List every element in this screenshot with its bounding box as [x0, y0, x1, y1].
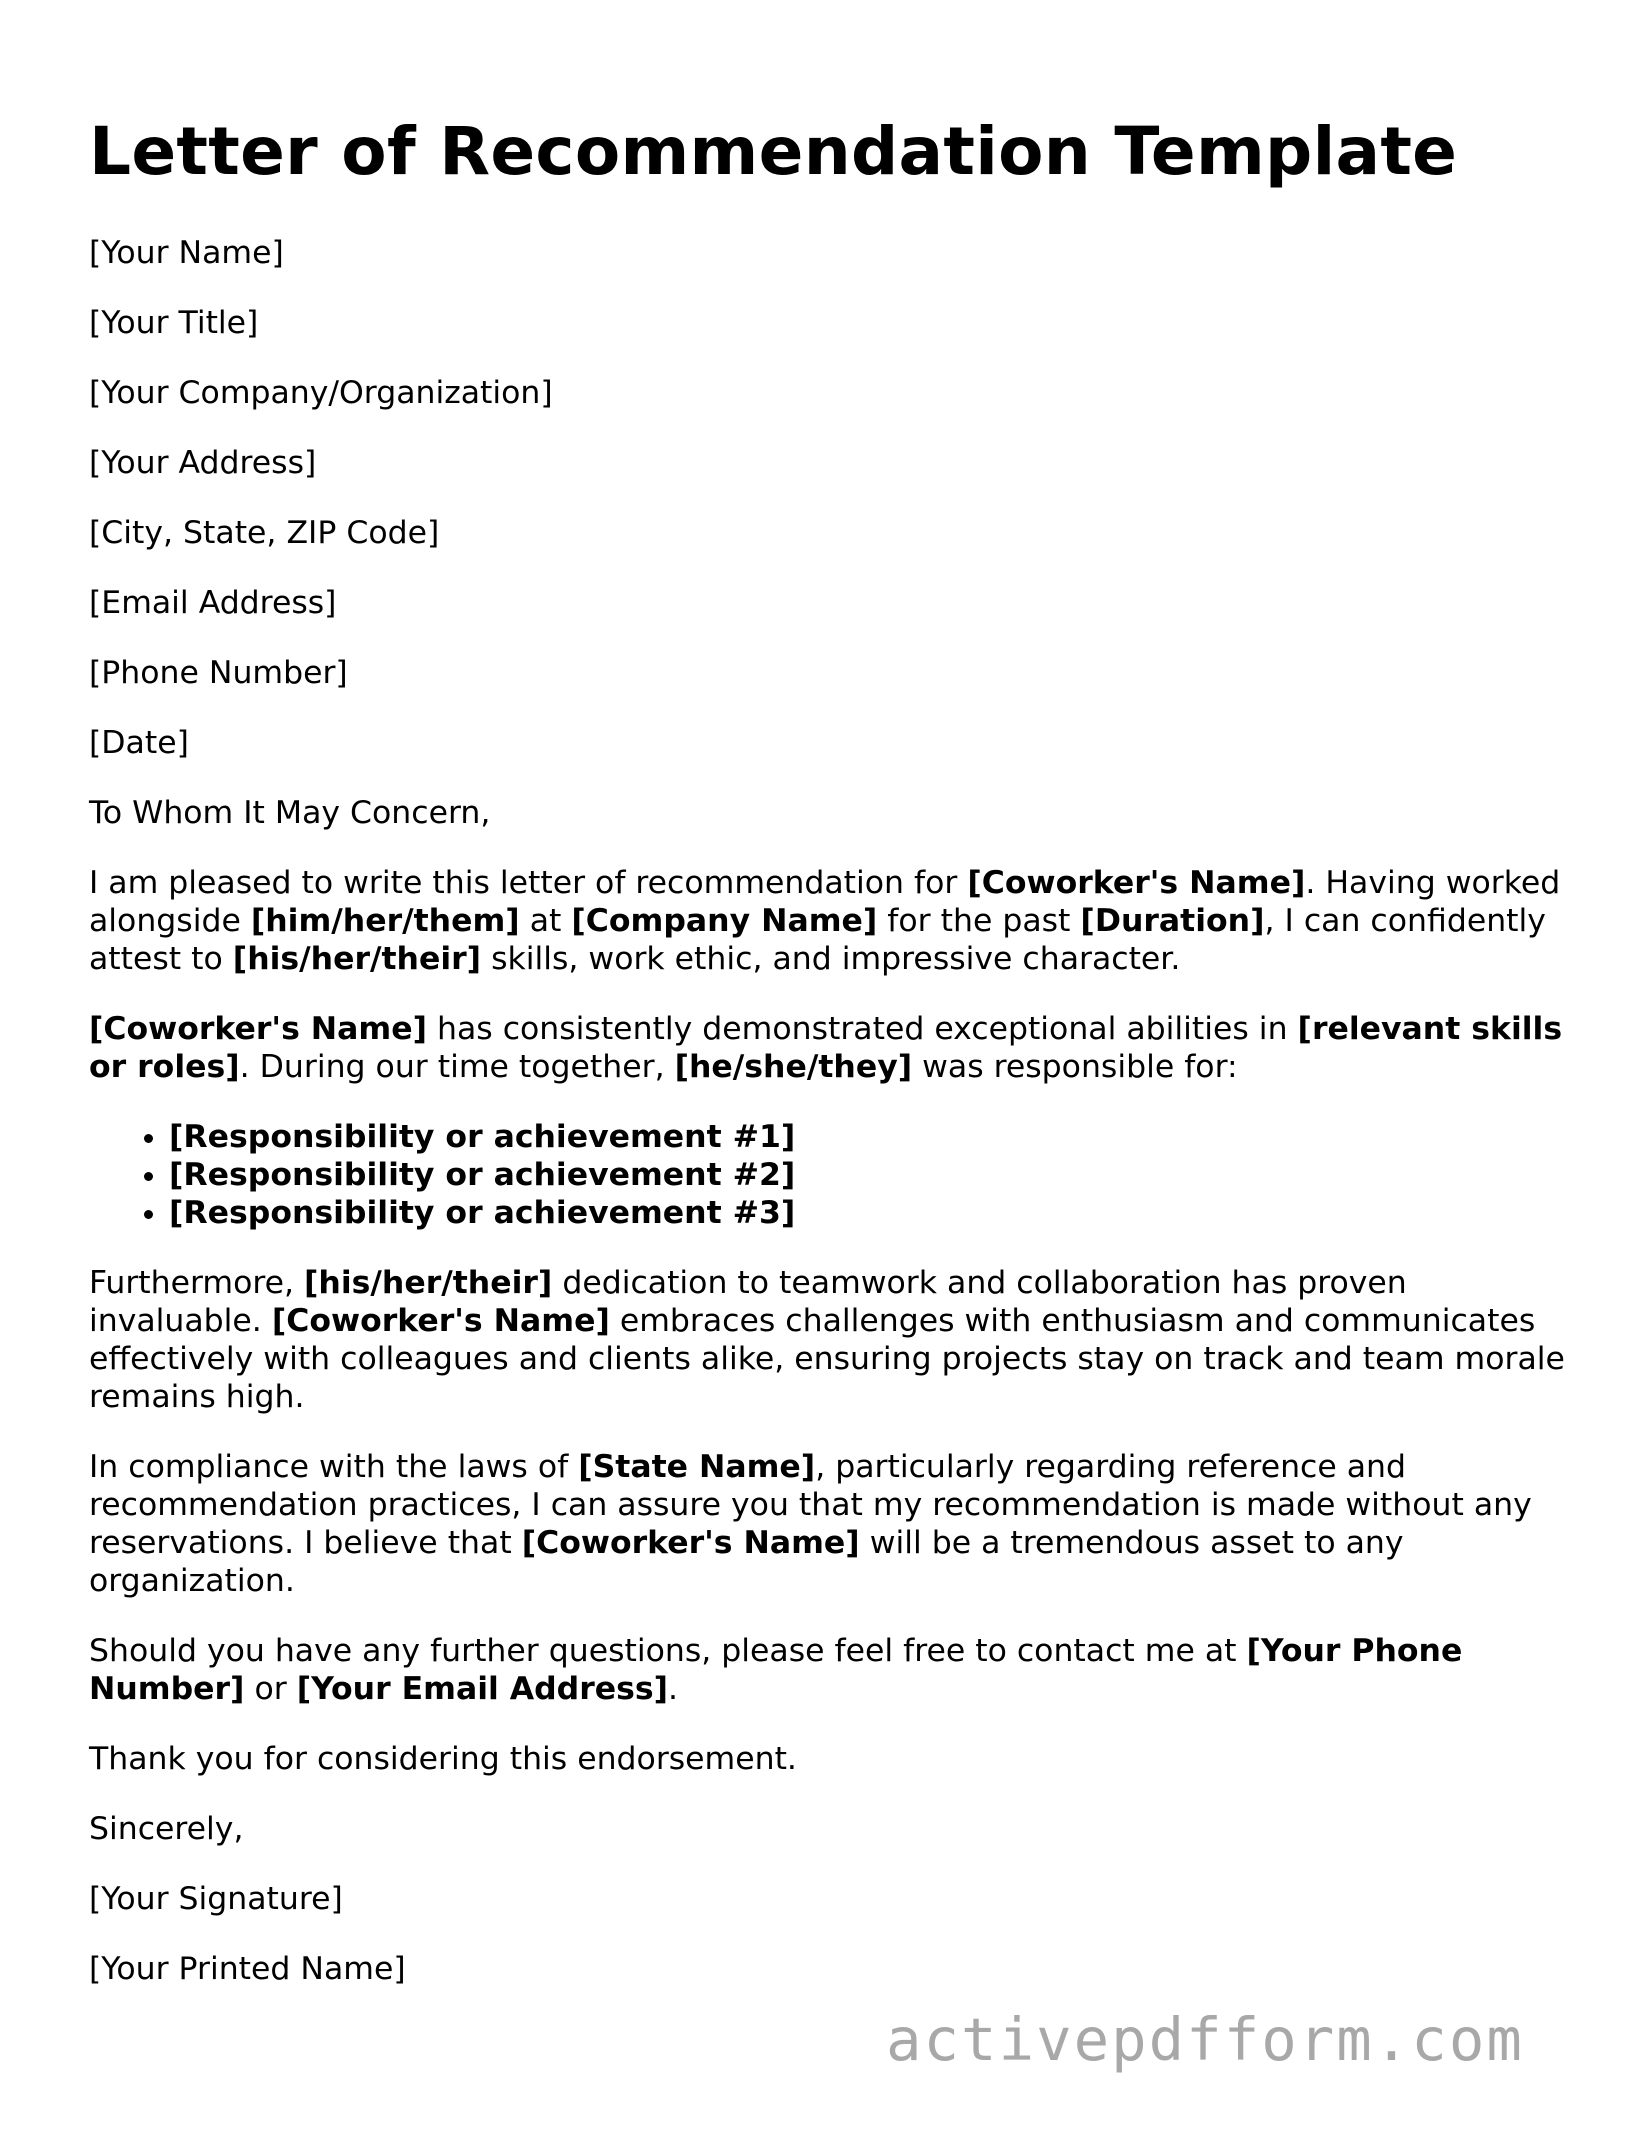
sender-email: [Email Address] [89, 585, 337, 621]
sender-city-state-zip: [City, State, ZIP Code] [89, 515, 440, 551]
text: or [244, 1671, 297, 1707]
text: In compliance with the laws of [89, 1449, 579, 1485]
paragraph-contact [89, 1632, 1569, 1708]
placeholder-company-name: [Company Name] [571, 903, 878, 939]
responsibility-list [89, 1118, 1569, 1232]
list-item: • [Responsibility or achievement #3] [169, 1194, 1569, 1232]
text: . [668, 1671, 679, 1707]
placeholder-phone-number: [Your Phone Number] [89, 1633, 1463, 1707]
letter-body [89, 234, 1569, 2020]
text: was responsible for: [912, 1049, 1238, 1085]
paragraph-teamwork [89, 1264, 1569, 1416]
sender-name: [Your Name] [89, 235, 284, 271]
thanks-line: Thank you for considering this endorsement. [89, 1741, 797, 1777]
signature-line: [Your Signature] [89, 1881, 343, 1917]
sender-company: [Your Company/Organization] [89, 375, 553, 411]
placeholder-coworker-name: [Coworker's Name] [89, 1011, 427, 1047]
text: skills, work ethic, and impressive character. [481, 941, 1181, 977]
page-title: Letter of Recommendation Template [89, 113, 1458, 190]
letter-date: [Date] [89, 725, 189, 761]
placeholder-coworker-name: [Coworker's Name] [271, 1303, 610, 1339]
text: at [519, 903, 572, 939]
text: . During our time together, [239, 1049, 675, 1085]
placeholder-pronoun: [him/her/them] [250, 903, 520, 939]
text: , particularly regarding reference and recommendation practices, I can assure you that my recommendation is made without any reservations. I believe that [89, 1449, 1532, 1561]
paragraph-compliance [89, 1448, 1569, 1600]
placeholder-coworker-name: [Coworker's Name] [967, 865, 1306, 901]
placeholder-duration: [Duration] [1080, 903, 1265, 939]
placeholder-email-address: [Your Email Address] [296, 1671, 669, 1707]
text: I am pleased to write this letter of recommendation for [89, 865, 968, 901]
paragraph-intro [89, 864, 1569, 978]
placeholder-coworker-name: [Coworker's Name] [521, 1525, 860, 1561]
placeholder-possessive: [his/her/their] [232, 941, 482, 977]
placeholder-state-name: [State Name] [578, 1449, 816, 1485]
text: , I can confidently attest to [89, 903, 1546, 977]
sender-address: [Your Address] [89, 445, 317, 481]
salutation: To Whom It May Concern, [89, 795, 491, 831]
placeholder-possessive: [his/her/their] [304, 1265, 553, 1301]
text: . Having worked alongside [89, 865, 1561, 939]
text: Should you have any further questions, please feel free to contact me at [89, 1633, 1247, 1669]
printed-name-line: [Your Printed Name] [89, 1951, 406, 1987]
list-item: • [Responsibility or achievement #2] [169, 1156, 1569, 1194]
paragraph-abilities [89, 1010, 1569, 1086]
text: for the past [877, 903, 1081, 939]
text: will be a tremendous asset to any organization. [89, 1525, 1404, 1599]
text: has consistently demonstrated exceptional abilities in [427, 1011, 1298, 1047]
placeholder-subject-pronoun: [he/she/they] [674, 1049, 913, 1085]
placeholder-skills: [relevant skills or roles] [89, 1011, 1563, 1085]
sender-phone: [Phone Number] [89, 655, 348, 691]
watermark: activepdfform.com [886, 2005, 1524, 2074]
text: dedication to teamwork and collaboration has proven invaluable. [89, 1265, 1407, 1339]
text: embraces challenges with enthusiasm and communicates effectively with colleagues and clients alike, ensuring projects stay on track and team morale remains high. [89, 1303, 1565, 1415]
text: Furthermore, [89, 1265, 305, 1301]
sender-title: [Your Title] [89, 305, 259, 341]
list-item: • [Responsibility or achievement #1] [169, 1118, 1569, 1156]
closing: Sincerely, [89, 1811, 244, 1847]
